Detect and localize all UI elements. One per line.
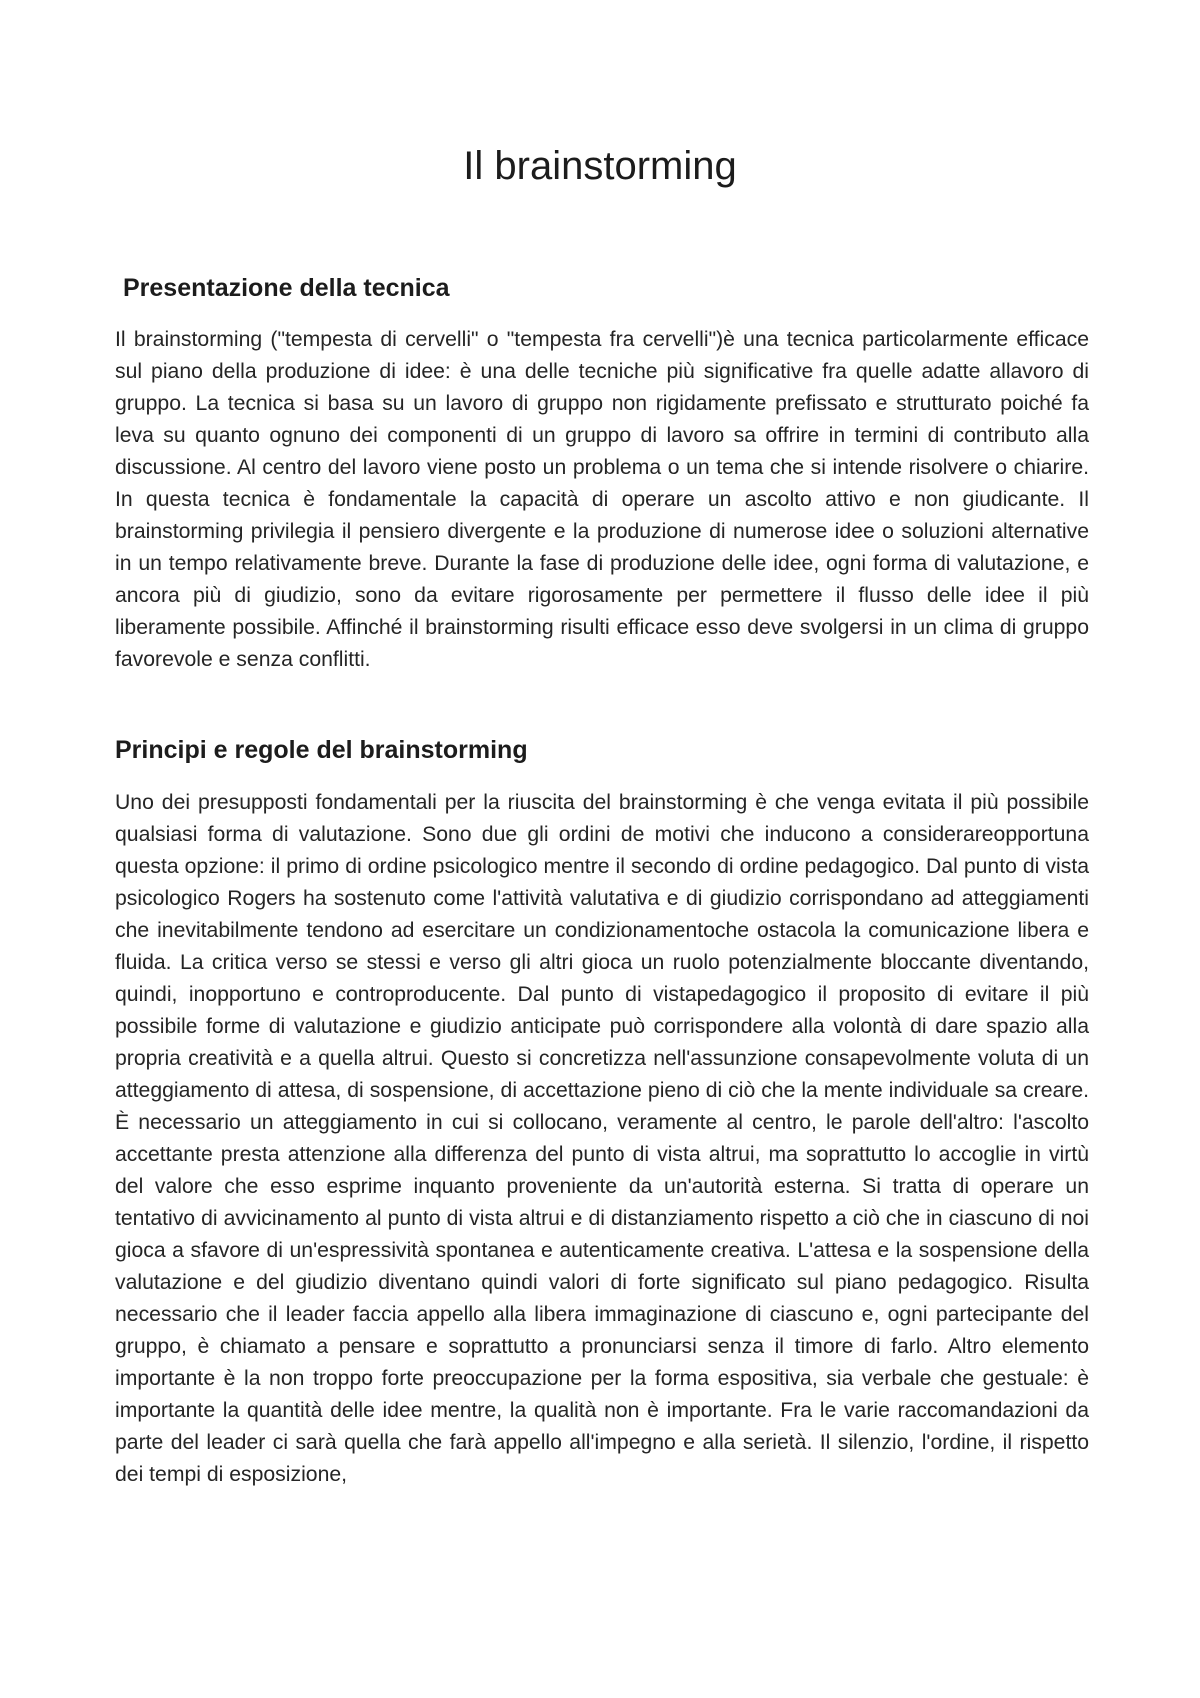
- section-heading-presentazione: Presentazione della tecnica: [123, 274, 450, 302]
- section-body-principi: Uno dei presupposti fondamentali per la riuscita del brainstorming è che venga evitata il più possibile qualsiasi forma di valutazione. Sono due gli ordini de motivi che inducono a considerareopportuna questa opzione: il primo di ordine psicologico mentre il secondo di ordine pedagogico. Dal punto di vista psicologico Rogers ha sostenuto come l'attività valutativa e di giudizio corrispondano ad atteggiamenti che inevitabilmente tendono ad esercitare un condizionamentoche ostacola la comunicazione libera e fluida. La critica verso se stessi e verso gli altri gioca un ruolo potenzialmente bloccante diventando, quindi, inopportuno e controproducente. Dal punto di vistapedagogico il proposito di evitare il più possibile forme di valutazione e giudizio anticipate può corrispondere alla volontà di dare spazio alla propria creatività e a quella altrui. Questo si concretizza nell'assunzione consapevolmente voluta di un atteggiamento di attesa, di sospensione, di accettazione pieno di ciò che la mente individuale sa creare. È necessario un atteggiamento in cui si collocano, veramente al centro, le parole dell'altro: l'ascolto accettante presta attenzione alla differenza del punto di vista altrui, ma soprattutto lo accoglie in virtù del valore che esso esprime inquanto proveniente da un'autorità esterna. Si tratta di operare un tentativo di avvicinamento al punto di vista altrui e di distanziamento rispetto a ciò che in ciascuno di noi gioca a sfavore di un'espressività spontanea e autenticamente creativa. L'attesa e la sospensione della valutazione e del giudizio diventano quindi valori di forte significato sul piano pedagogico. Risulta necessario che il leader faccia appello alla libera immaginazione di ciascuno e, ogni partecipante del gruppo, è chiamato a pensare e soprattutto a pronunciarsi senza il timore di farlo. Altro elemento importante è la non troppo forte preoccupazione per la forma espositiva, sia verbale che gestuale: è importante la quantità delle idee mentre, la qualità non è importante. Fra le varie raccomandazioni da parte del leader ci sarà quella che farà appello all'impegno e alla serietà. Il silenzio, l'ordine, il rispetto dei tempi di esposizione,: [115, 791, 1089, 1486]
- section-body-presentazione: Il brainstorming ("tempesta di cervelli" o "tempesta fra cervelli")è una tecnica particolarmente efficace sul piano della produzione di idee: è una delle tecniche più significative fra quelle adatte allavoro di gruppo. La tecnica si basa su un lavoro di gruppo non rigidamente prefissato e strutturato poiché fa leva su quanto ognuno dei componenti di un gruppo di lavoro sa offrire in termini di contributo alla discussione. Al centro del lavoro viene posto un problema o un tema che si intende risolvere o chiarire. In questa tecnica è fondamentale la capacità di operare un ascolto attivo e non giudicante. Il brainstorming privilegia il pensiero divergente e la produzione di numerose idee o soluzioni alternative in un tempo relativamente breve. Durante la fase di produzione delle idee, ogni forma di valutazione, e ancora più di giudizio, sono da evitare rigorosamente per permettere il flusso delle idee il più liberamente possibile. Affinché il brainstorming risulti efficace esso deve svolgersi in un clima di gruppo favorevole e senza conflitti.: [115, 328, 1089, 671]
- section-heading-principi: Principi e regole del brainstorming: [115, 736, 528, 764]
- page-title: Il brainstorming: [463, 144, 737, 188]
